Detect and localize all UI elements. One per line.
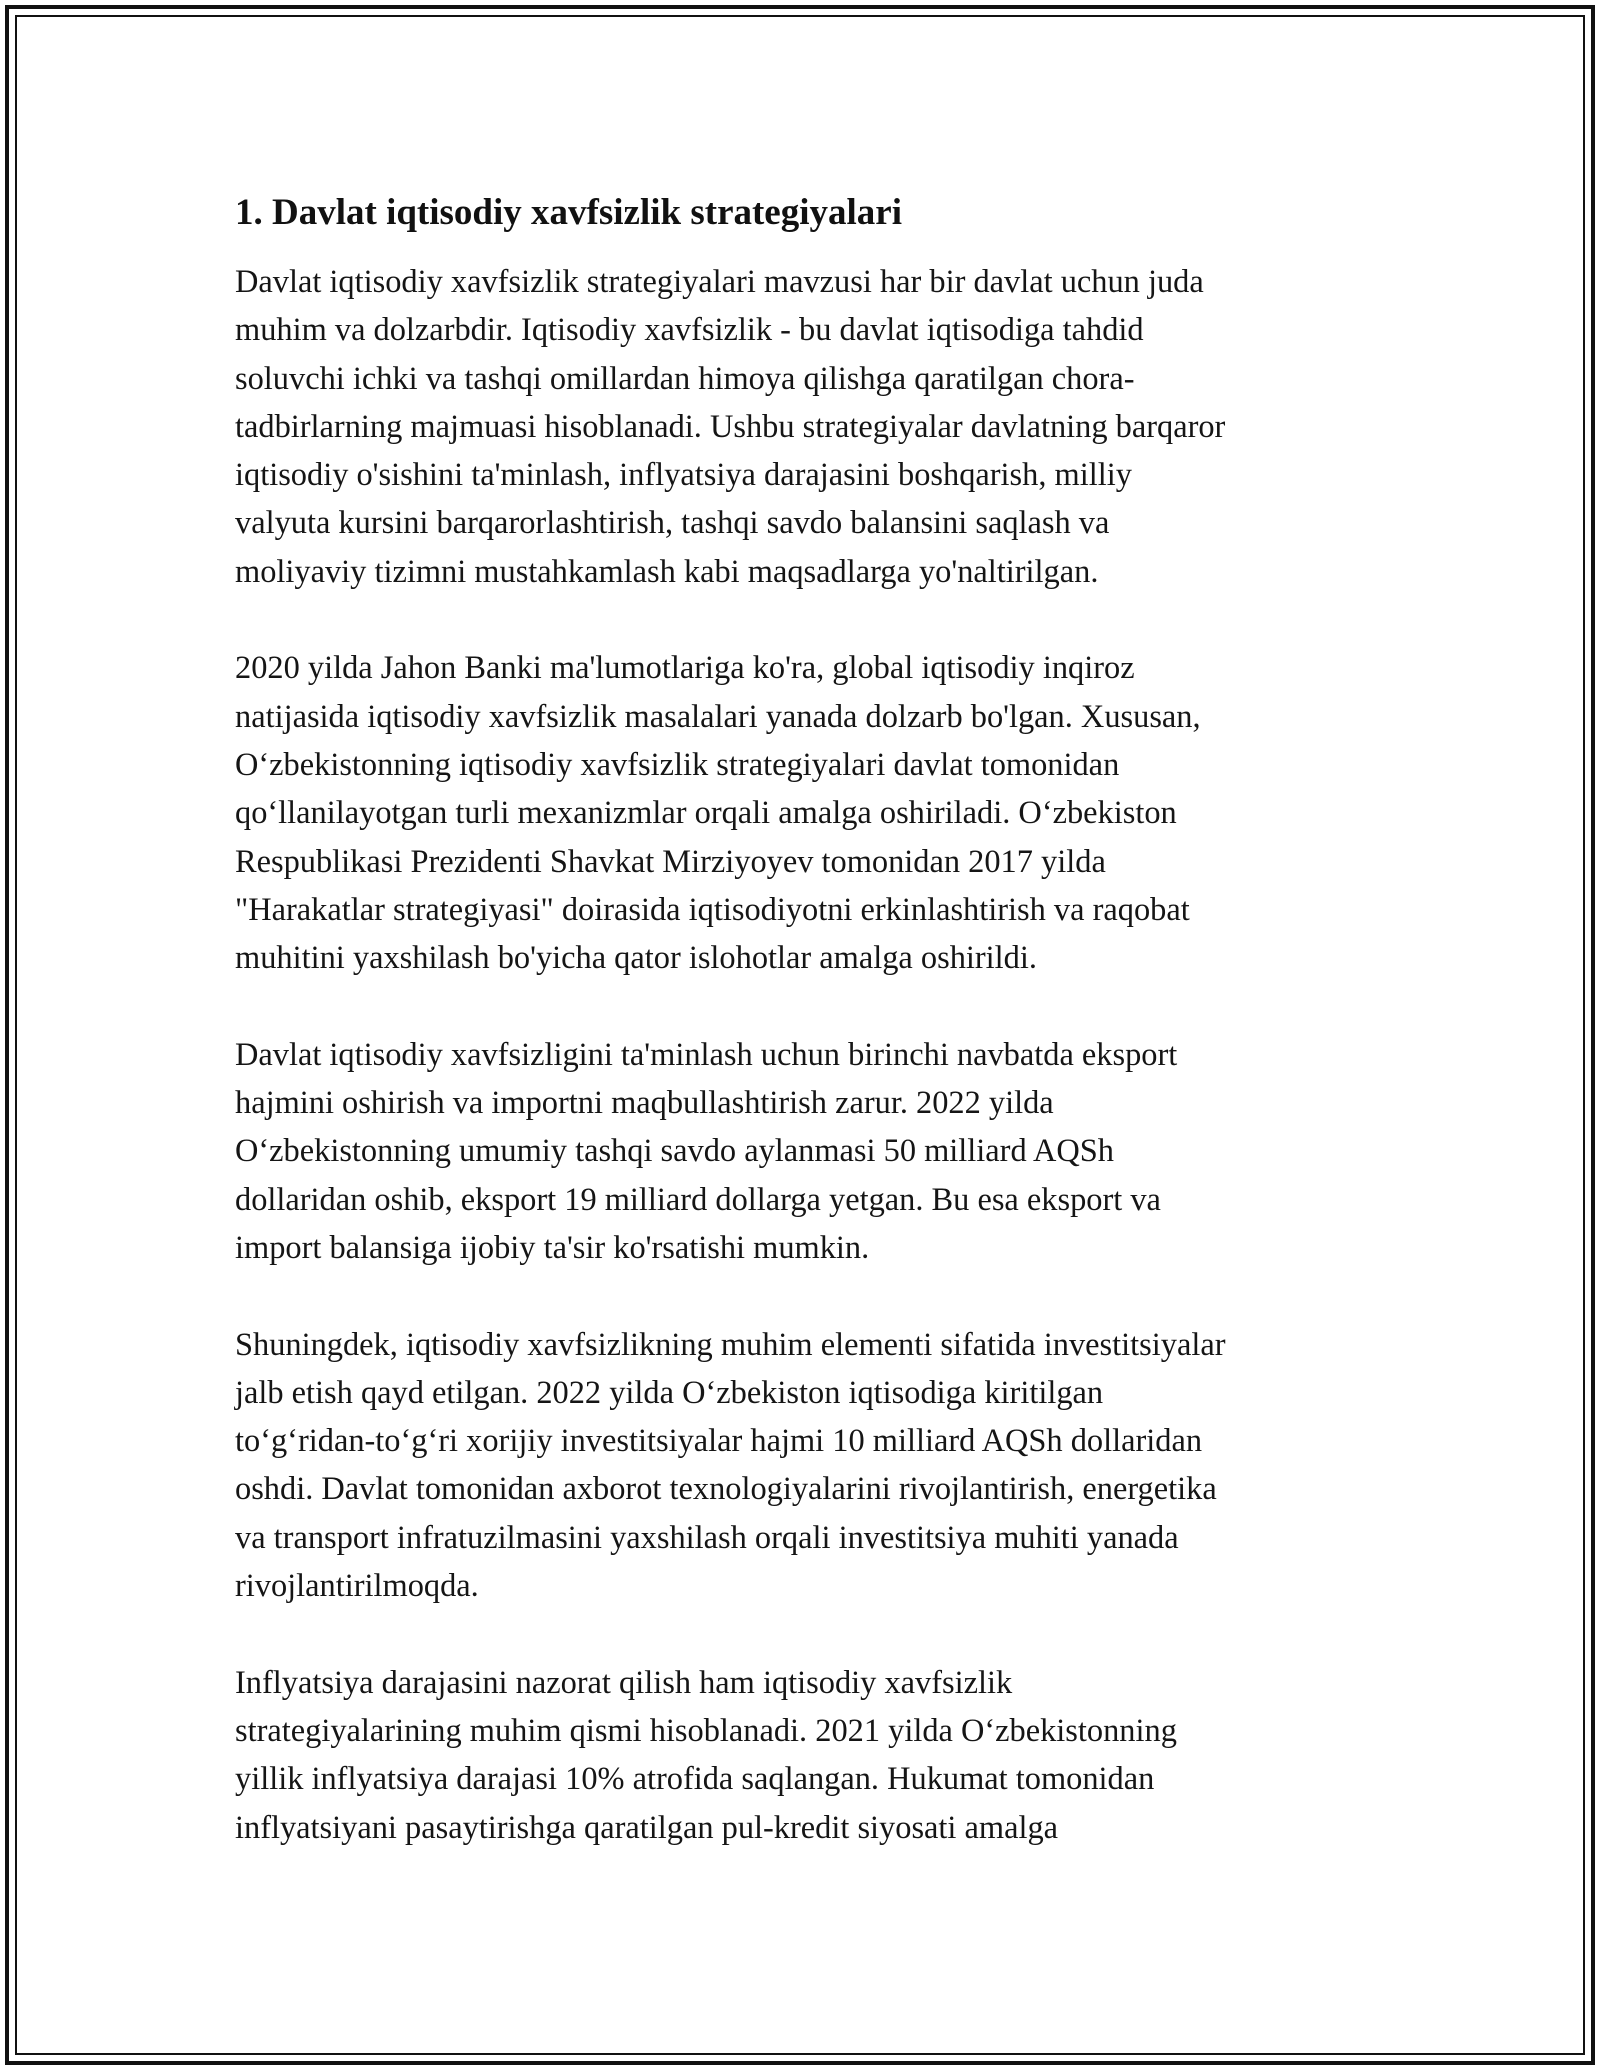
page-content bbox=[235, 188, 1365, 1900]
paragraph-line: dollaridan oshib, eksport 19 milliard dollarga yetgan. Bu esa eksport va bbox=[235, 1181, 1161, 1218]
paragraph-line: Davlat iqtisodiy xavfsizligini ta'minlash uchun birinchi navbatda eksport bbox=[235, 1036, 1178, 1073]
paragraph-line: inflyatsiyani pasaytirishga qaratilgan pul-kredit siyosati amalga bbox=[235, 1809, 1059, 1846]
paragraph-line: import balansiga ijobiy ta'sir ko'rsatishi mumkin. bbox=[235, 1229, 870, 1266]
paragraph-line: moliyaviy tizimni mustahkamlash kabi maqsadlarga yo'naltirilgan. bbox=[235, 553, 1099, 590]
paragraph-line: natijasida iqtisodiy xavfsizlik masalalari yanada dolzarb bo'lgan. Xususan, bbox=[235, 698, 1201, 735]
paragraph bbox=[235, 258, 1365, 596]
paragraph-line: muhim va dolzarbdir. Iqtisodiy xavfsizlik - bu davlat iqtisodiga tahdid bbox=[235, 312, 1144, 349]
paragraphs-container bbox=[235, 258, 1365, 1852]
paragraph bbox=[235, 644, 1365, 982]
paragraph-line: va transport infratuzilmasini yaxshilash orqali investitsiya muhiti yanada bbox=[235, 1519, 1179, 1556]
paragraph-line: Inflyatsiya darajasini nazorat qilish ham iqtisodiy xavfsizlik bbox=[235, 1664, 1013, 1701]
paragraph-line: 2020 yilda Jahon Banki ma'lumotlariga ko'ra, global iqtisodiy inqiroz bbox=[235, 650, 1135, 687]
paragraph-line: hajmini oshirish va importni maqbullashtirish zarur. 2022 yilda bbox=[235, 1085, 1054, 1122]
paragraph-line: O‘zbekistonning iqtisodiy xavfsizlik strategiyalari davlat tomonidan bbox=[235, 746, 1120, 783]
paragraph-line: O‘zbekistonning umumiy tashqi savdo aylanmasi 50 milliard AQSh bbox=[235, 1133, 1114, 1170]
paragraph-line: Shuningdek, iqtisodiy xavfsizlikning muhim elementi sifatida investitsiyalar bbox=[235, 1326, 1226, 1363]
paragraph-line: yillik inflyatsiya darajasi 10% atrofida saqlangan. Hukumat tomonidan bbox=[235, 1761, 1155, 1798]
paragraph-line: iqtisodiy o'sishini ta'minlash, inflyatsiya darajasini boshqarish, milliy bbox=[235, 457, 1132, 494]
paragraph bbox=[235, 1031, 1365, 1272]
paragraph-line: tadbirlarning majmuasi hisoblanadi. Ushbu strategiyalar davlatning barqaror bbox=[235, 408, 1226, 445]
section-heading: 1. Davlat iqtisodiy xavfsizlik strategiyalari bbox=[235, 192, 902, 233]
paragraph-line: soluvchi ichki va tashqi omillardan himoya qilishga qaratilgan chora- bbox=[235, 360, 1135, 397]
paragraph-line: valyuta kursini barqarorlashtirish, tashqi savdo balansini saqlash va bbox=[235, 505, 1110, 542]
paragraph-line: rivojlantirilmoqda. bbox=[235, 1568, 479, 1605]
paragraph-line: strategiyalarining muhim qismi hisoblanadi. 2021 yilda O‘zbekistonning bbox=[235, 1712, 1177, 1749]
paragraph bbox=[235, 1321, 1365, 1611]
paragraph-line: jalb etish qayd etilgan. 2022 yilda O‘zbekiston iqtisodiga kiritilgan bbox=[235, 1374, 1104, 1411]
paragraph-line: Respublikasi Prezidenti Shavkat Mirziyoyev tomonidan 2017 yilda bbox=[235, 843, 1106, 880]
paragraph-line: "Harakatlar strategiyasi" doirasida iqtisodiyotni erkinlashtirish va raqobat bbox=[235, 891, 1190, 928]
paragraph-line: Davlat iqtisodiy xavfsizlik strategiyalari mavzusi har bir davlat uchun juda bbox=[235, 264, 1204, 300]
paragraph bbox=[235, 1659, 1365, 1852]
paragraph-line: muhitini yaxshilash bo'yicha qator islohotlar amalga oshirildi. bbox=[235, 940, 1037, 977]
paragraph-line: to‘g‘ridan-to‘g‘ri xorijiy investitsiyalar hajmi 10 milliard AQSh dollaridan bbox=[235, 1423, 1203, 1460]
paragraph-line: oshdi. Davlat tomonidan axborot texnologiyalarini rivojlantirish, energetika bbox=[235, 1471, 1217, 1508]
paragraph-line: qo‘llanilayotgan turli mexanizmlar orqali amalga oshiriladi. O‘zbekiston bbox=[235, 795, 1177, 832]
